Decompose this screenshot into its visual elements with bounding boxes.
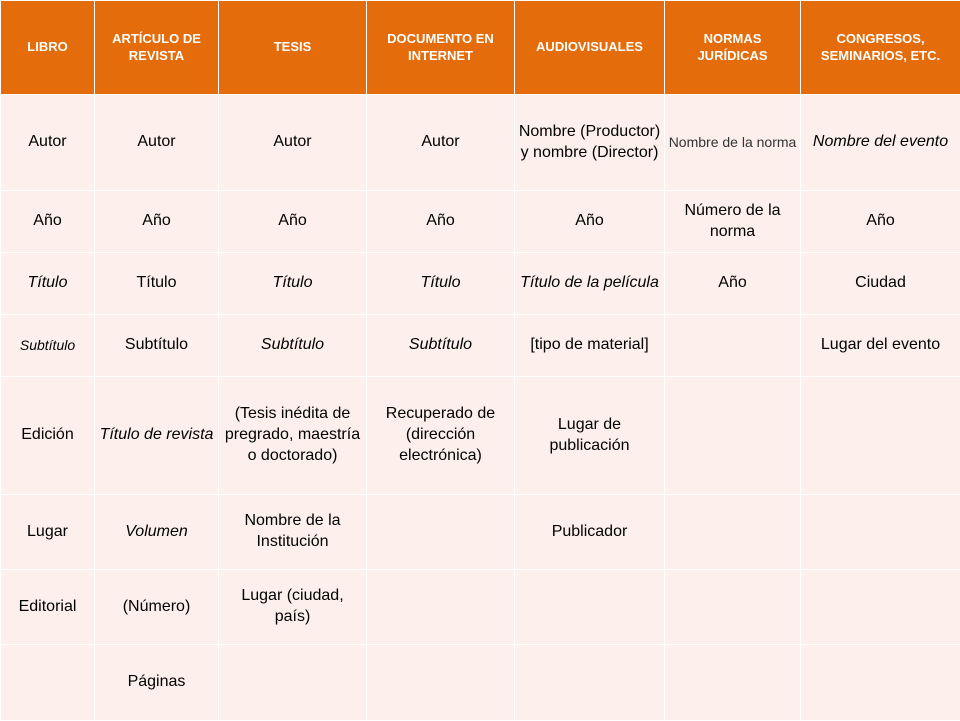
table-cell: Año [219, 191, 367, 253]
table-cell: Ciudad [801, 253, 960, 315]
table-cell [801, 495, 960, 570]
header-documento-en-internet: DOCUMENTO EN INTERNET [367, 1, 515, 95]
table-cell [665, 315, 801, 377]
table-row [1, 570, 960, 645]
table-cell: Lugar de publicación [515, 377, 665, 495]
table-cell: Nombre (Productor) y nombre (Director) [515, 95, 665, 191]
header-normas-juridicas: NORMAS JURÍDICAS [665, 1, 801, 95]
table-cell [219, 645, 367, 721]
table-cell [665, 570, 801, 645]
header-audiovisuales: AUDIOVISUALES [515, 1, 665, 95]
table-cell: Año [515, 191, 665, 253]
table-row [1, 191, 960, 253]
table-cell: Año [95, 191, 219, 253]
table-cell: Título [1, 253, 95, 315]
table-cell: Volumen [95, 495, 219, 570]
table-cell: [tipo de material] [515, 315, 665, 377]
table-cell: Autor [219, 95, 367, 191]
table-row [1, 645, 960, 721]
table-cell: Edición [1, 377, 95, 495]
table-cell: Autor [95, 95, 219, 191]
table-cell [801, 377, 960, 495]
table-cell: Nombre de la norma [665, 95, 801, 191]
table-row [1, 495, 960, 570]
table-cell: Título [367, 253, 515, 315]
table-row [1, 315, 960, 377]
table-cell [367, 570, 515, 645]
table-cell: Páginas [95, 645, 219, 721]
header-row [1, 1, 960, 95]
table-cell: Subtítulo [219, 315, 367, 377]
table-cell: Título [95, 253, 219, 315]
table-cell: Subtítulo [1, 315, 95, 377]
table-cell: (Tesis inédita de pregrado, maestría o doctorado) [219, 377, 367, 495]
table-cell [515, 645, 665, 721]
header-articulo-de-revista: ARTÍCULO DE REVISTA [95, 1, 219, 95]
table-cell [1, 645, 95, 721]
header-libro: LIBRO [1, 1, 95, 95]
table-cell: Título [219, 253, 367, 315]
table-cell: Autor [1, 95, 95, 191]
table-cell: Editorial [1, 570, 95, 645]
table-cell [665, 645, 801, 721]
table-cell: Recuperado de (dirección electrónica) [367, 377, 515, 495]
table-cell [801, 645, 960, 721]
table-cell: Subtítulo [95, 315, 219, 377]
table-cell [367, 495, 515, 570]
table-cell: Título de revista [95, 377, 219, 495]
table-cell: Año [1, 191, 95, 253]
table-cell: Autor [367, 95, 515, 191]
table-cell: Año [367, 191, 515, 253]
table-row [1, 377, 960, 495]
table-cell: Lugar (ciudad, país) [219, 570, 367, 645]
table-cell: Publicador [515, 495, 665, 570]
header-tesis: TESIS [219, 1, 367, 95]
table-cell: Nombre del evento [801, 95, 960, 191]
table-cell: Lugar [1, 495, 95, 570]
table-cell: Nombre de la Institución [219, 495, 367, 570]
table-cell: Año [665, 253, 801, 315]
table-row [1, 95, 960, 191]
table-cell [801, 570, 960, 645]
table-cell: Año [801, 191, 960, 253]
table-cell [665, 377, 801, 495]
table-cell: Título de la película [515, 253, 665, 315]
table-cell [515, 570, 665, 645]
table-cell: Número de la norma [665, 191, 801, 253]
table-cell [367, 645, 515, 721]
table-cell: Lugar del evento [801, 315, 960, 377]
header-congresos: CONGRESOS, SEMINARIOS, ETC. [801, 1, 960, 95]
table-cell: (Número) [95, 570, 219, 645]
table-row [1, 253, 960, 315]
table-cell: Subtítulo [367, 315, 515, 377]
table-cell [665, 495, 801, 570]
